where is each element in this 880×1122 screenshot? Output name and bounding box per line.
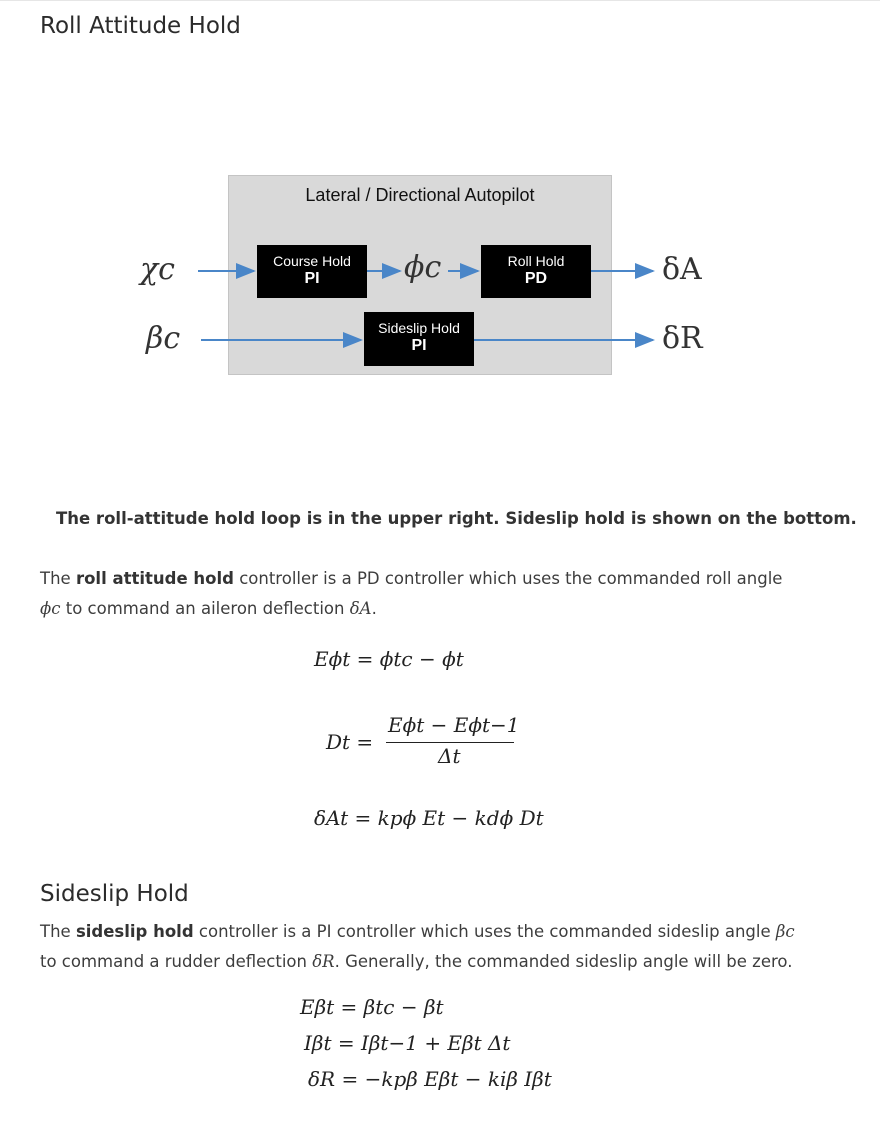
roll-description xyxy=(40,564,840,624)
side-desc-delta-r: δR xyxy=(312,952,335,971)
autopilot-box-title: Lateral / Directional Autopilot xyxy=(305,185,535,205)
roll-desc-post: to command an aileron deflection xyxy=(60,599,350,618)
course-hold-label: Course Hold xyxy=(273,253,351,269)
sideslip-hold-label: Sideslip Hold xyxy=(378,320,460,336)
section-title-roll-attitude-hold: Roll Attitude Hold xyxy=(40,13,241,39)
roll-desc-pre: The xyxy=(40,569,76,588)
side-desc-mid: controller is a PI controller which uses the commanded sideslip angle xyxy=(193,922,776,941)
autopilot-diagram xyxy=(0,0,880,500)
eq-roll-derivative-lhs: Dt = xyxy=(326,730,374,754)
roll-hold-type: PD xyxy=(524,270,548,287)
roll-desc-end: . xyxy=(371,599,377,618)
delta-r-symbol: δR xyxy=(662,321,703,356)
sideslip-hold-type: PI xyxy=(411,337,427,354)
roll-desc-mid: controller is a PD controller which uses the commanded roll angle xyxy=(233,569,783,588)
eq-side-error: Eβt = βtc − βt xyxy=(300,995,444,1019)
section-title-sideslip-hold: Sideslip Hold xyxy=(40,881,189,907)
roll-desc-delta-a: δA xyxy=(349,599,372,618)
side-desc-bold: sideslip hold xyxy=(75,922,194,941)
eq-roll-derivative-numerator: Eϕt − Eϕt−1 xyxy=(388,713,520,737)
eq-roll-aileron: δAt = kpϕ Et − kdϕ Dt xyxy=(314,806,544,830)
sideslip-description xyxy=(40,917,840,977)
eq-side-integral: Iβt = Iβt−1 + Eβt Δt xyxy=(304,1031,511,1055)
side-desc-beta: βc xyxy=(775,922,795,941)
roll-hold-label: Roll Hold xyxy=(507,253,565,269)
side-desc-pre: The xyxy=(40,922,76,941)
roll-desc-bold: roll attitude hold xyxy=(75,569,234,588)
delta-a-symbol: δA xyxy=(662,252,702,287)
beta-c-symbol: βc xyxy=(146,321,181,356)
course-hold-type: PI xyxy=(304,270,320,287)
eq-roll-derivative-denominator: Δt xyxy=(438,744,461,768)
eq-side-rudder: δR = −kpβ Eβt − kiβ Iβt xyxy=(308,1067,552,1091)
eq-roll-error: Eϕt = ϕtc − ϕt xyxy=(314,647,464,671)
side-desc-line2a: to command a rudder deflection xyxy=(40,952,313,971)
figure-caption: The roll-attitude hold loop is in the upper right. Sideslip hold is shown on the bottom. xyxy=(56,509,857,528)
side-desc-line2b: . Generally, the commanded sideslip angle will be zero. xyxy=(334,952,793,971)
roll-desc-phi: ϕc xyxy=(40,599,61,618)
chi-c-symbol: χc xyxy=(140,252,175,287)
fraction-bar xyxy=(386,742,514,743)
phi-c-symbol: ϕc xyxy=(404,250,442,285)
